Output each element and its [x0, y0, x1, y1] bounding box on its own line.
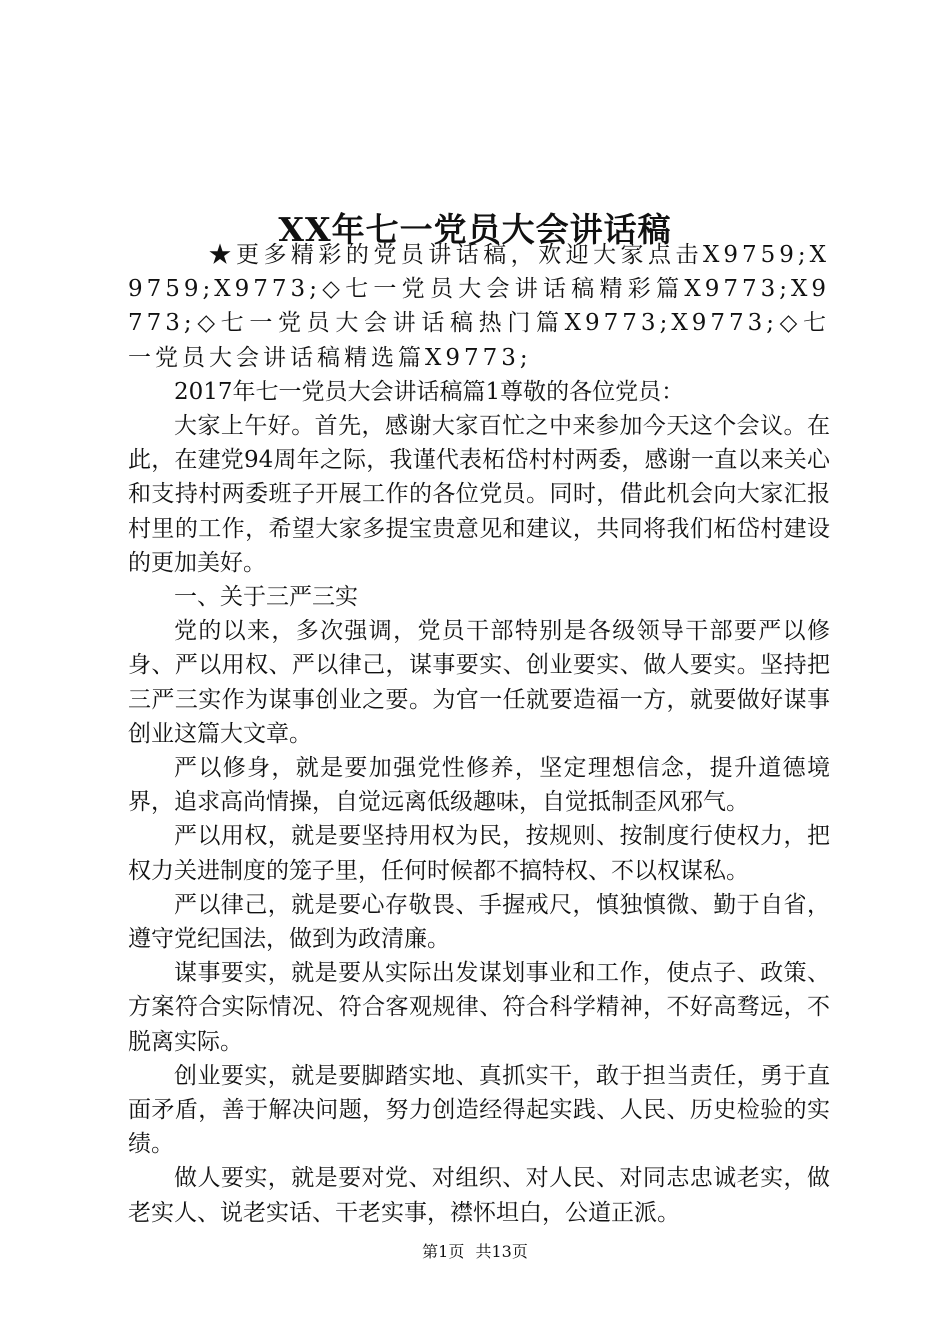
document-title: XX年七一党员大会讲话稿 — [278, 210, 672, 250]
paragraph: 创业要实，就是要脚踏实地、真抓实干，敢于担当责任，勇于直面矛盾，善于解决问题，努力创造经得起实践、人民、历史检验的实绩。 — [128, 1062, 830, 1158]
paragraph: 大家上午好。首先，感谢大家百忙之中来参加今天这个会议。在此，在建党94周年之际，我谨代表柘岱村村两委，感谢一直以来关心和支持村两委班子开展工作的各位党员。同时，借此机会向大家汇报村里的工作，希望大家多提宝贵意见和建议，共同将我们柘岱村建设的更加美好。 — [128, 413, 830, 576]
promo-paragraph: ★更多精彩的党员讲话稿，欢迎大家点击X9759;X9759;X9773;◇七一党员大会讲话稿精彩篇X9773;X9773;◇七一党员大会讲话稿热门篇X9773;X9773;◇七一党员大会讲话稿精选篇X9773; — [128, 242, 830, 371]
paragraph: 严以修身，就是要加强党性修养，坚定理想信念，提升道德境界，追求高尚情操，自觉远离低级趣味，自觉抵制歪风邪气。 — [128, 755, 830, 816]
paragraph: 做人要实，就是要对党、对组织、对人民、对同志忠诚老实，做老实人、说老实话、干老实事，襟怀坦白，公道正派。 — [128, 1165, 830, 1226]
paragraph: 2017年七一党员大会讲话稿篇1尊敬的各位党员： — [174, 378, 685, 405]
document-body — [128, 238, 830, 1230]
page-footer — [0, 1242, 950, 1262]
paragraph: 党的以来，多次强调，党员干部特别是各级领导干部要严以修身、严以用权、严以律己，谋事要实、创业要实、做人要实。坚持把三严三实作为谋事创业之要。为官一任就要造福一方，就要做好谋事创业这篇大文章。 — [128, 618, 830, 747]
page-number: 第1页 — [422, 1242, 465, 1261]
paragraph: 严以用权，就是要坚持用权为民，按规则、按制度行使权力，把权力关进制度的笼子里，任何时候都不搞特权、不以权谋私。 — [128, 823, 830, 884]
section-heading: 一、关于三严三实 — [174, 584, 358, 611]
paragraph: 谋事要实，就是要从实际出发谋划事业和工作，使点子、政策、方案符合实际情况、符合客观规律、符合科学精神，不好高骛远，不脱离实际。 — [128, 960, 830, 1055]
paragraph: 严以律己，就是要心存敬畏、手握戒尺，慎独慎微、勤于自省，遵守党纪国法，做到为政清廉。 — [128, 891, 830, 953]
page-total: 共13页 — [475, 1242, 528, 1261]
